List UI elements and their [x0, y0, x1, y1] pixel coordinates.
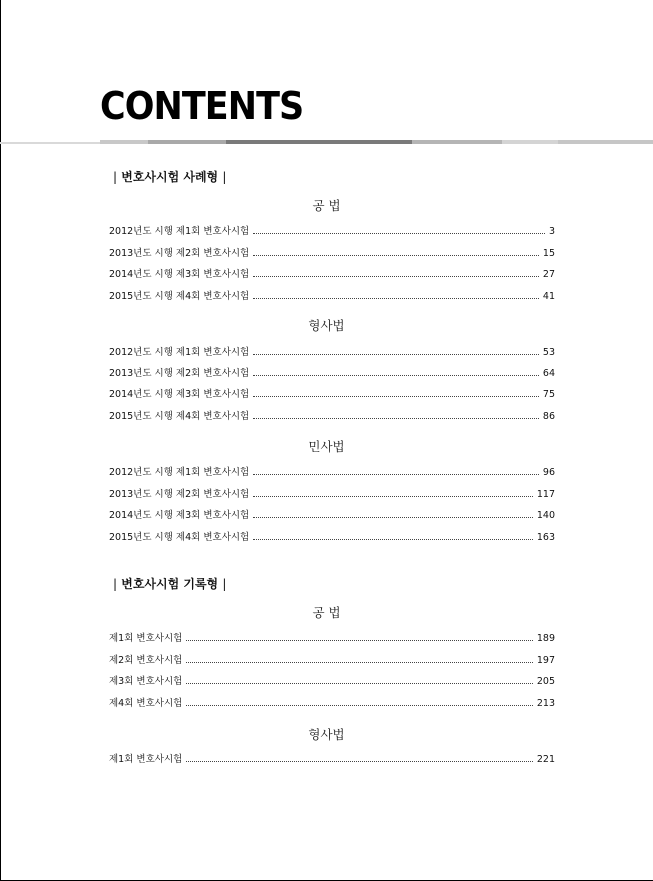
toc-entry-label: 제4회 변호사시험: [109, 698, 183, 709]
toc-entry-page: 41: [542, 291, 555, 302]
toc-entry[interactable]: [109, 365, 555, 379]
dot-leader: [186, 640, 533, 641]
header-rule-segment: [558, 140, 653, 144]
toc-entry-label: 2014년도 시행 제3회 변호사시험: [109, 510, 250, 521]
toc-entry-label: 제3회 변호사시험: [109, 676, 183, 687]
dot-leader: [253, 375, 539, 376]
toc-entry-label: 2015년도 시행 제4회 변호사시험: [109, 291, 250, 302]
dot-leader: [253, 396, 539, 397]
toc-entry[interactable]: [109, 652, 555, 666]
subject-heading: 형사법: [308, 727, 345, 742]
toc-entry-label: 2013년도 시행 제2회 변호사시험: [109, 368, 250, 379]
toc-entry-page: 221: [536, 754, 555, 765]
toc-entry-label: 2012년도 시행 제1회 변호사시험: [109, 347, 250, 358]
toc-entry-page: 163: [536, 532, 555, 543]
dot-leader: [253, 418, 539, 419]
dot-leader: [253, 517, 533, 518]
subject-heading: 형사법: [308, 318, 345, 333]
dot-leader: [253, 233, 545, 234]
toc-entry[interactable]: [109, 529, 555, 543]
toc-entry[interactable]: [109, 630, 555, 644]
dot-leader: [186, 683, 533, 684]
toc-entry-label: 2013년도 시행 제2회 변호사시험: [109, 489, 250, 500]
toc-entry-page: 53: [542, 347, 555, 358]
dot-leader: [253, 276, 539, 277]
dot-leader: [186, 761, 533, 762]
section-heading-text: 변호사시험 사례형: [121, 170, 219, 184]
toc-entry[interactable]: [109, 507, 555, 521]
toc-entry-label: 제1회 변호사시험: [109, 754, 183, 765]
dot-leader: [186, 705, 533, 706]
dot-leader: [186, 662, 533, 663]
toc-entry-page: 15: [542, 248, 555, 259]
toc-entry-label: 제1회 변호사시험: [109, 633, 183, 644]
section-heading-text: 변호사시험 기록형: [121, 577, 219, 591]
toc-entry[interactable]: [109, 223, 555, 237]
header-rule-segment: [100, 140, 148, 144]
dot-leader: [253, 354, 539, 355]
header-rule-segment: [412, 140, 502, 144]
toc-entry[interactable]: [109, 245, 555, 259]
toc-entry-page: 86: [542, 411, 555, 422]
toc-entry-label: 2014년도 시행 제3회 변호사시험: [109, 389, 250, 400]
toc-entry-label: 2012년도 시행 제1회 변호사시험: [109, 467, 250, 478]
toc-entry[interactable]: [109, 408, 555, 422]
section-heading: | 변호사시험 기록형 |: [113, 577, 227, 591]
subject-heading: 민사법: [308, 439, 345, 454]
toc-entry-label: 2015년도 시행 제4회 변호사시험: [109, 532, 250, 543]
dot-leader: [253, 474, 539, 475]
page-title: CONTENTS: [100, 84, 304, 128]
toc-entry-page: 197: [536, 655, 555, 666]
toc-entry-page: 96: [542, 467, 555, 478]
dot-leader: [253, 496, 533, 497]
dot-leader: [253, 298, 539, 299]
toc-entry[interactable]: [109, 464, 555, 478]
subject-heading: 공 법: [312, 605, 341, 620]
toc-entry-label: 제2회 변호사시험: [109, 655, 183, 666]
toc-entry-page: 205: [536, 676, 555, 687]
toc-entry-page: 64: [542, 368, 555, 379]
subject-heading: 공 법: [312, 198, 341, 213]
dot-leader: [253, 539, 533, 540]
toc-entry[interactable]: [109, 344, 555, 358]
toc-entry-page: 117: [536, 489, 555, 500]
toc-entry-page: 213: [536, 698, 555, 709]
toc-entry-label: 2013년도 시행 제2회 변호사시험: [109, 248, 250, 259]
toc-entry-page: 3: [548, 226, 555, 237]
toc-entry[interactable]: [109, 673, 555, 687]
toc-entry[interactable]: [109, 386, 555, 400]
dot-leader: [253, 255, 539, 256]
toc-entry-page: 189: [536, 633, 555, 644]
toc-entry-label: 2015년도 시행 제4회 변호사시험: [109, 411, 250, 422]
toc-entry-label: 2014년도 시행 제3회 변호사시험: [109, 269, 250, 280]
toc-entry-page: 75: [542, 389, 555, 400]
toc-entry[interactable]: [109, 695, 555, 709]
header-rule-segment: [226, 140, 412, 144]
toc-entry[interactable]: [109, 486, 555, 500]
toc-entry-page: 27: [542, 269, 555, 280]
toc-entry[interactable]: [109, 751, 555, 765]
toc-entry-label: 2012년도 시행 제1회 변호사시험: [109, 226, 250, 237]
section-heading: | 변호사시험 사례형 |: [113, 170, 227, 184]
toc-entry-page: 140: [536, 510, 555, 521]
header-rule-segment: [502, 140, 558, 144]
toc-entry[interactable]: [109, 288, 555, 302]
toc-entry[interactable]: [109, 266, 555, 280]
header-rule-segment: [148, 140, 226, 144]
